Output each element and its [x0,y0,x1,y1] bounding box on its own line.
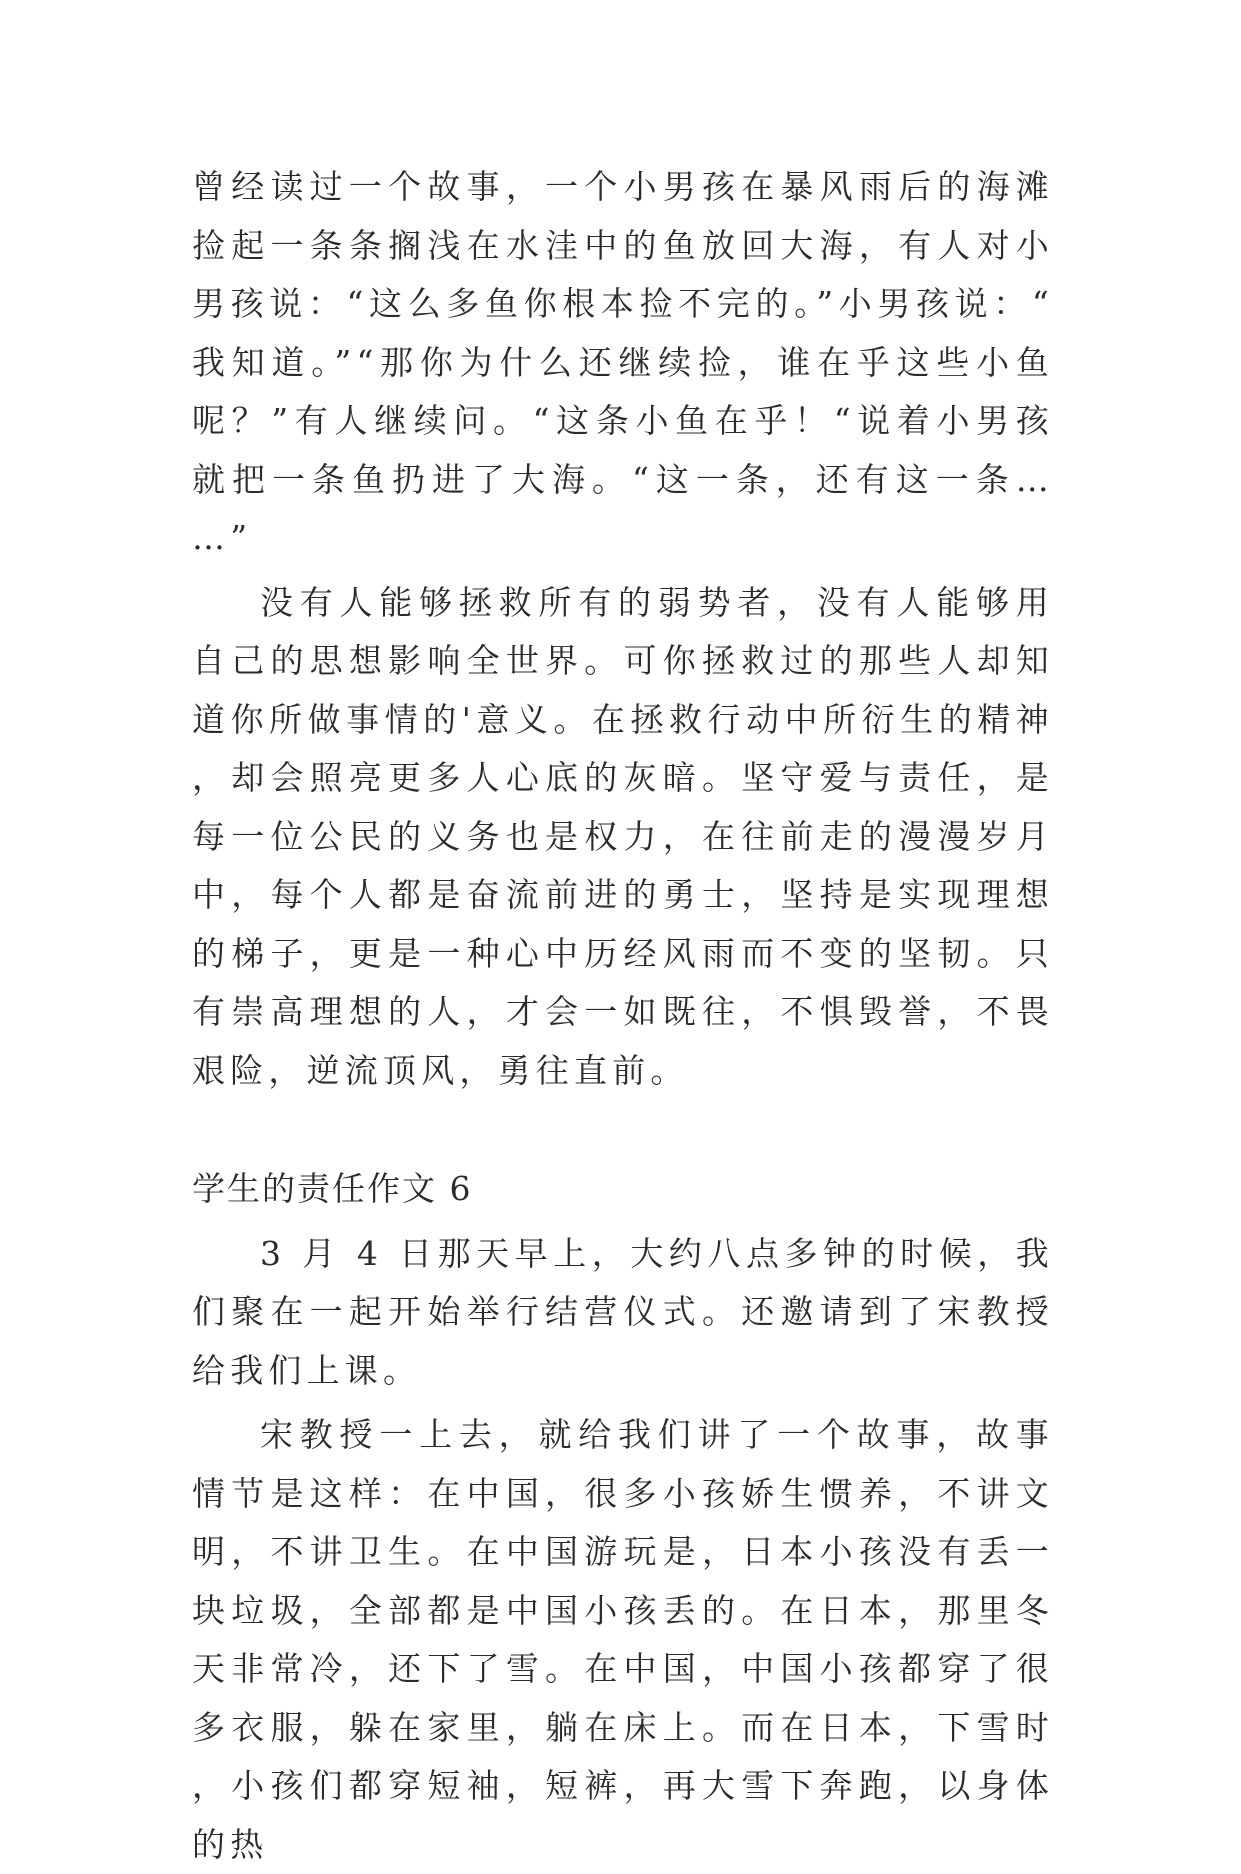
section-spacer [192,1100,1054,1160]
section-title: 学生的责任作文 6 [192,1169,473,1208]
reflection-paragraph: 没有人能够拯救所有的弱势者，没有人能够用自己的思想影响全世界。可你拯救过的那些人却知道你所做事情的'意义。在拯救行动中所衍生的精神，却会照亮更多人心底的灰暗。坚守爱与责任，是每一位公民的义务也是权力，在往前走的漫漫岁月中，每个人都是奋流前进的勇士，坚持是实现理想的梯子，更是一种心中历经风雨而不变的坚韧。只有崇高理想的人，才会一如既往，不惧毁誉，不畏艰险，逆流顶风，勇往直前。 [192,582,1054,1090]
document-body [192,158,1054,1874]
lecture-paragraph: 宋教授一上去，就给我们讲了一个故事，故事情节是这样：在中国，很多小孩娇生惯养，不讲文明，不讲卫生。在中国游玩是，日本小孩没有丢一块垃圾，全部都是中国小孩丢的。在日本，那里冬天非常冷，还下了雪。在中国，中国小孩都穿了很多衣服，躲在家里，躺在床上。而在日本，下雪时，小孩们都穿短袖，短裤，再大雪下奔跑，以身体的热 [192,1415,1054,1864]
story-paragraph: 曾经读过一个故事，一个小男孩在暴风雨后的海滩捡起一条条搁浅在水洼中的鱼放回大海，有人对小男孩说：“这么多鱼你根本捡不完的。”小男孩说：“我知道。”“那你为什么还继续捡，谁在乎这些小鱼呢？”有人继续问。“这条小鱼在乎！“说着小男孩就把一条鱼扔进了大海。“这一条，还有这一条……” [192,167,1054,557]
event-paragraph: 3 月 4 日那天早上，大约八点多钟的时候，我们聚在一起开始举行结营仪式。还邀请到了宋教授给我们上课。 [192,1233,1054,1390]
